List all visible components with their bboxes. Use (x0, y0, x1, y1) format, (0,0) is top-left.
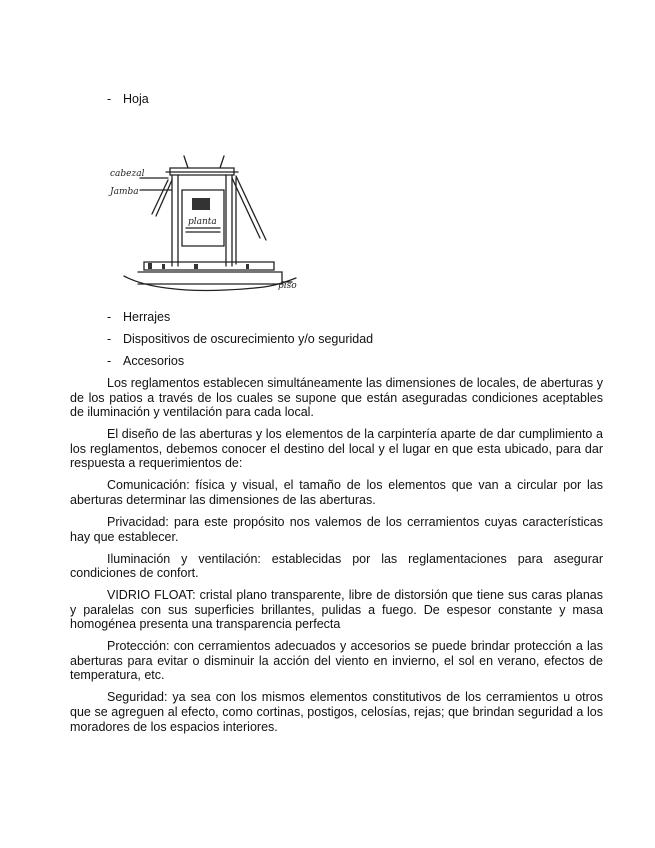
paragraph-diseno: El diseño de las aberturas y los elementos de la carpintería aparte de dar cumplimiento a los reglamentos, debemos conocer el destino del local y el lugar en que esta ubicado, para dar respuesta a requerimientos de: (70, 427, 603, 471)
paragraph-vidrio-float: VIDRIO FLOAT: cristal plano transparente, libre de distorsión que tiene sus caras planas y paralelas con sus superficies brillantes, pulidas a fuego. De espesor constante y masa homogénea presenta una transparencia perfecta (70, 588, 603, 632)
bullet-item-herrajes (107, 310, 170, 325)
paragraph-seguridad: Seguridad: ya sea con los mismos elementos constitutivos de los cerramientos u otros que se agreguen al efecto, como cortinas, postigos, celosías, rejas; que brindan seguridad a los moradores de los espacios interiores. (70, 690, 603, 734)
bullet-label: Accesorios (123, 354, 185, 368)
paragraph-privacidad: Privacidad: para este propósito nos valemos de los cerramientos cuyas características hay que establecer. (70, 514, 603, 544)
bullet-item-dispositivos (107, 332, 373, 347)
label-jamba: Jamba (110, 187, 139, 197)
label-planta: planta (188, 217, 217, 227)
paragraph-proteccion: Protección: con cerramientos adecuados y accesorios se puede brindar protección a las aberturas para evitar o disminuir la acción del viento en invierno, el sol en verano, efectos de temperatura, etc. (70, 639, 603, 683)
paragraph-comunicacion: Comunicación: física y visual, el tamaño de los elementos que van a circular por las aberturas determinar las dimensiones de las aberturas. (70, 478, 603, 507)
label-cabezal: cabezal (110, 169, 145, 179)
bullet-dash: - (107, 92, 112, 106)
bullet-label: Dispositivos de oscurecimiento y/o seguridad (123, 332, 374, 346)
bullet-item-hoja (107, 92, 149, 107)
body-text (70, 376, 603, 742)
bullet-dash: - (107, 332, 112, 346)
bullet-dash: - (107, 310, 112, 324)
bullet-dash: - (107, 354, 112, 368)
label-piso: piso (278, 281, 297, 291)
paragraph-reglamentos: Los reglamentos establecen simultáneamente las dimensiones de locales, de aberturas y de los patios a través de los cuales se supone que están aseguradas condiciones aceptables de iluminación y ventilación para cada local. (70, 376, 603, 420)
window-frame-sketch (106, 138, 310, 304)
bullet-label: Herrajes (123, 310, 171, 324)
paragraph-iluminacion: Iluminación y ventilación: establecidas por las reglamentaciones para asegurar condiciones de confort. (70, 551, 603, 581)
bullet-item-accesorios (107, 354, 184, 369)
bullet-label: Hoja (123, 92, 149, 106)
